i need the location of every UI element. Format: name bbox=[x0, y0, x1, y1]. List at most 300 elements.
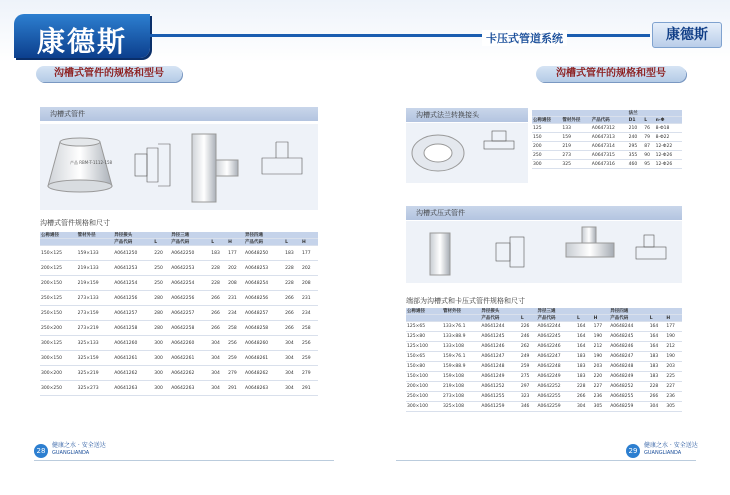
table-cell: A0648252 bbox=[609, 382, 648, 392]
table-subheader-row bbox=[532, 117, 682, 124]
table-header-cell: L bbox=[643, 117, 654, 124]
table-cell: 164 bbox=[576, 342, 593, 352]
table-cell: A0641252 bbox=[480, 382, 519, 392]
table-row bbox=[406, 352, 682, 362]
table-cell: 12-Φ26 bbox=[655, 160, 682, 169]
table-cell: 219 bbox=[561, 142, 590, 151]
table-row bbox=[532, 160, 682, 169]
table-header-cell: 产品代码 bbox=[609, 315, 648, 322]
table-header-cell: 产品代码 bbox=[244, 239, 284, 246]
table-cell: 12-Φ26 bbox=[655, 151, 682, 160]
table-cell: 200 bbox=[532, 142, 561, 151]
flange-illustration bbox=[406, 123, 528, 183]
right-section-title: 沟槽式管件的规格和型号 bbox=[536, 66, 686, 82]
table-cell: 305 bbox=[665, 402, 682, 412]
table-cell: 304 bbox=[284, 366, 301, 381]
table-cell: 12-Φ22 bbox=[655, 142, 682, 151]
table-cell: A0642257 bbox=[170, 306, 210, 321]
table-cell: 219×159 bbox=[77, 276, 114, 291]
table-cell: 228 bbox=[284, 276, 301, 291]
table-row bbox=[40, 246, 318, 261]
table-header-cell: 公称通径 bbox=[40, 232, 77, 239]
table-cell: 227 bbox=[665, 382, 682, 392]
table-cell: 258 bbox=[301, 321, 318, 336]
table-cell: A0648259 bbox=[609, 402, 648, 412]
table-cell: 200×125 bbox=[40, 261, 77, 276]
table-header-cell: H bbox=[227, 239, 244, 246]
brand-logo-right bbox=[652, 22, 722, 48]
table-cell: A0642254 bbox=[170, 276, 210, 291]
table-cell: 87 bbox=[643, 142, 654, 151]
table-cell: 200×150 bbox=[40, 276, 77, 291]
table-cell: 249 bbox=[520, 352, 537, 362]
table-cell: A0641255 bbox=[480, 392, 519, 402]
table-cell: 300 bbox=[153, 336, 170, 351]
right-table-caption: 端部为沟槽式和卡压式管件规格和尺寸 bbox=[406, 297, 525, 305]
table-cell: A0642249 bbox=[536, 372, 575, 382]
table-cell: 266 bbox=[210, 291, 227, 306]
table-header-cell: 异径四通 bbox=[244, 232, 318, 239]
right-image-band-1 bbox=[406, 123, 528, 183]
table-row bbox=[40, 321, 318, 336]
table-cell: A0648249 bbox=[609, 372, 648, 382]
table-cell: 133 bbox=[561, 124, 590, 133]
table-cell: 300 bbox=[153, 351, 170, 366]
table-row bbox=[40, 336, 318, 351]
table-row bbox=[532, 151, 682, 160]
table-cell: 273×108 bbox=[442, 392, 480, 402]
table-header-cell: L bbox=[576, 315, 593, 322]
table-cell: 273 bbox=[561, 151, 590, 160]
table-cell: A0641253 bbox=[113, 261, 153, 276]
table-cell: 159×133 bbox=[77, 246, 114, 261]
table-cell: 256 bbox=[227, 336, 244, 351]
left-sub-brand: GUANGLIANDA bbox=[52, 450, 90, 456]
table-header-cell: 公称通径 bbox=[532, 117, 561, 124]
table-header-cell: L bbox=[153, 239, 170, 246]
table-cell: A0642245 bbox=[536, 332, 575, 342]
table-cell: 150×65 bbox=[406, 352, 442, 362]
table-cell: 220 bbox=[153, 246, 170, 261]
table-cell: A0641260 bbox=[113, 336, 153, 351]
table-cell: A0641248 bbox=[480, 362, 519, 372]
table-header-cell: L bbox=[649, 315, 666, 322]
right-slogan: 健康之水 · 安全送达 bbox=[644, 442, 698, 449]
table-cell: 246 bbox=[520, 332, 537, 342]
table-cell: 258 bbox=[227, 321, 244, 336]
table-cell: 203 bbox=[593, 362, 610, 372]
header-line bbox=[150, 34, 650, 37]
table-cell: A0642262 bbox=[170, 366, 210, 381]
table-row bbox=[406, 402, 682, 412]
table-cell: 210 bbox=[628, 124, 644, 133]
table-cell: 183 bbox=[649, 352, 666, 362]
right-spec-table bbox=[406, 308, 682, 412]
table-cell: 280 bbox=[153, 321, 170, 336]
tee-drawing bbox=[262, 142, 302, 174]
table-cell: 325×159 bbox=[77, 351, 114, 366]
table-row bbox=[532, 133, 682, 142]
table-cell: A0648254 bbox=[244, 276, 284, 291]
table-header-cell: H bbox=[301, 239, 318, 246]
table-row bbox=[532, 142, 682, 151]
table-cell: 300×150 bbox=[40, 351, 77, 366]
table-cell: 300×200 bbox=[40, 366, 77, 381]
table-cell: A0642256 bbox=[170, 291, 210, 306]
table-cell: A0641244 bbox=[480, 322, 519, 332]
table-cell: 300×125 bbox=[40, 336, 77, 351]
table-cell: A0648258 bbox=[244, 321, 284, 336]
table-cell: 159×108 bbox=[442, 372, 480, 382]
table-row bbox=[40, 306, 318, 321]
reducer-fitting-image bbox=[48, 138, 113, 192]
right-page-number: 29 bbox=[626, 444, 640, 458]
table-cell: 150 bbox=[532, 133, 561, 142]
table-cell: A0642253 bbox=[170, 261, 210, 276]
table-cell: 323 bbox=[520, 392, 537, 402]
table-row bbox=[406, 342, 682, 352]
table-cell: A0642250 bbox=[170, 246, 210, 261]
table-cell: 300 bbox=[532, 160, 561, 169]
table-cell: 150×125 bbox=[40, 246, 77, 261]
table-cell: A0641259 bbox=[480, 402, 519, 412]
table-cell: A0642252 bbox=[536, 382, 575, 392]
table-cell: 76 bbox=[643, 124, 654, 133]
left-slogan: 健康之水 · 安全送达 bbox=[52, 442, 106, 449]
table-cell: 250×125 bbox=[40, 291, 77, 306]
table-cell: 150×80 bbox=[406, 362, 442, 372]
table-cell: A0641246 bbox=[480, 342, 519, 352]
table-cell: 300 bbox=[153, 381, 170, 396]
table-cell: 164 bbox=[649, 332, 666, 342]
right-sub-brand: GUANGLIANDA bbox=[644, 450, 682, 456]
table-cell: A0641249 bbox=[480, 372, 519, 382]
left-spec-table bbox=[40, 232, 318, 396]
table-row bbox=[40, 261, 318, 276]
table-cell: 183 bbox=[649, 362, 666, 372]
table-row bbox=[406, 392, 682, 402]
table-cell: 291 bbox=[301, 381, 318, 396]
table-cell: 266 bbox=[284, 321, 301, 336]
table-cell: A0642255 bbox=[536, 392, 575, 402]
table-cell: 212 bbox=[665, 342, 682, 352]
table-header-cell: D1 bbox=[628, 117, 644, 124]
table-cell: 177 bbox=[301, 246, 318, 261]
table-cell: 304 bbox=[210, 351, 227, 366]
table-cell: 300×250 bbox=[40, 381, 77, 396]
table-cell: 202 bbox=[301, 261, 318, 276]
table-cell: A0641256 bbox=[113, 291, 153, 306]
right-footer-line bbox=[396, 460, 696, 461]
table-cell: 266 bbox=[284, 306, 301, 321]
table-header-cell: 产品代码 bbox=[536, 315, 575, 322]
fitting-label: 产品 RBM-T-1112-158 bbox=[70, 160, 113, 165]
left-image-band bbox=[40, 124, 318, 210]
table-cell: A0648248 bbox=[609, 362, 648, 372]
table-cell: 297 bbox=[520, 382, 537, 392]
table-cell: 164 bbox=[649, 322, 666, 332]
table-cell: 177 bbox=[593, 322, 610, 332]
table-cell: 250 bbox=[153, 276, 170, 291]
table-cell: 266 bbox=[576, 392, 593, 402]
table-cell: A0647312 bbox=[591, 124, 628, 133]
table-cell: 183 bbox=[576, 362, 593, 372]
table-header-cell: L bbox=[520, 315, 537, 322]
table-cell: 133×88.9 bbox=[442, 332, 480, 342]
table-cell: 202 bbox=[227, 261, 244, 276]
table-header-cell: 异径接头 bbox=[480, 308, 536, 315]
table-cell: 280 bbox=[153, 306, 170, 321]
table-row bbox=[532, 124, 682, 133]
table-cell: 125×100 bbox=[406, 342, 442, 352]
table-cell: 133×108 bbox=[442, 342, 480, 352]
table-cell: 250 bbox=[532, 151, 561, 160]
table-subheader-row bbox=[406, 315, 682, 322]
table-cell: 234 bbox=[301, 306, 318, 321]
table-cell: 159×76.1 bbox=[442, 352, 480, 362]
table-cell: 190 bbox=[665, 352, 682, 362]
table-cell: 183 bbox=[576, 352, 593, 362]
table-row bbox=[406, 332, 682, 342]
table-cell: 250 bbox=[153, 261, 170, 276]
table-cell: 183 bbox=[576, 372, 593, 382]
left-product-bar: 沟槽式管件 bbox=[40, 107, 318, 121]
table-header-cell: 异径接头 bbox=[113, 232, 170, 239]
table-cell: 355 bbox=[628, 151, 644, 160]
table-cell: 325×133 bbox=[77, 336, 114, 351]
table-header-cell: 管材外径 bbox=[77, 232, 114, 239]
table-cell: 280 bbox=[153, 291, 170, 306]
table-cell: A0641250 bbox=[113, 246, 153, 261]
flange-table bbox=[532, 110, 682, 169]
table-row bbox=[40, 276, 318, 291]
table-cell: A0647313 bbox=[591, 133, 628, 142]
table-cell: A0642248 bbox=[536, 362, 575, 372]
table-cell: 266 bbox=[284, 291, 301, 306]
table-cell: 305 bbox=[593, 402, 610, 412]
table-cell: A0647315 bbox=[591, 151, 628, 160]
table-cell: A0648261 bbox=[244, 351, 284, 366]
table-cell: A0648255 bbox=[609, 392, 648, 402]
left-table-caption: 沟槽式管件规格和尺寸 bbox=[40, 219, 110, 227]
table-cell: A0641258 bbox=[113, 321, 153, 336]
table-cell: 234 bbox=[227, 306, 244, 321]
table-cell: A0642244 bbox=[536, 322, 575, 332]
table-cell: 183 bbox=[284, 246, 301, 261]
table-cell: 227 bbox=[593, 382, 610, 392]
table-header-cell: L bbox=[284, 239, 301, 246]
table-cell: 240 bbox=[628, 133, 644, 142]
table-cell: A0642260 bbox=[170, 336, 210, 351]
table-cell: 300×100 bbox=[406, 402, 442, 412]
right-image-band-2 bbox=[406, 221, 682, 283]
table-cell: 346 bbox=[520, 402, 537, 412]
table-cell: 259 bbox=[301, 351, 318, 366]
table-cell: 225 bbox=[665, 372, 682, 382]
table-cell: 228 bbox=[284, 261, 301, 276]
table-header-cell: 异径四通 bbox=[609, 308, 682, 315]
table-cell: 236 bbox=[593, 392, 610, 402]
table-header-cell bbox=[442, 315, 480, 322]
table-cell: 304 bbox=[210, 366, 227, 381]
table-cell: 228 bbox=[576, 382, 593, 392]
table-cell: 250×100 bbox=[406, 392, 442, 402]
table-cell: A0642246 bbox=[536, 342, 575, 352]
table-row bbox=[40, 291, 318, 306]
table-cell: 304 bbox=[210, 336, 227, 351]
table-cell: 183 bbox=[210, 246, 227, 261]
table-cell: 95 bbox=[643, 160, 654, 169]
table-cell: A0648263 bbox=[244, 381, 284, 396]
table-cell: A0642247 bbox=[536, 352, 575, 362]
table-header-cell: 管材外径 bbox=[442, 308, 480, 315]
table-cell: A0641263 bbox=[113, 381, 153, 396]
brand-logo-left bbox=[14, 14, 150, 58]
press-fittings-illustration bbox=[406, 221, 682, 283]
table-cell: 295 bbox=[628, 142, 644, 151]
left-section-title: 沟槽式管件的规格和型号 bbox=[36, 66, 182, 82]
table-cell: A0648257 bbox=[244, 306, 284, 321]
table-cell: 279 bbox=[227, 366, 244, 381]
table-cell: 259 bbox=[227, 351, 244, 366]
table-cell: 304 bbox=[284, 336, 301, 351]
table-cell: 159 bbox=[561, 133, 590, 142]
reducer-drawing bbox=[135, 144, 170, 186]
table-cell: 208 bbox=[227, 276, 244, 291]
table-cell: 208 bbox=[301, 276, 318, 291]
table-cell: 220 bbox=[593, 372, 610, 382]
table-cell: 304 bbox=[649, 402, 666, 412]
table-header-cell: H bbox=[593, 315, 610, 322]
table-row bbox=[40, 366, 318, 381]
table-header-cell: 产品代码 bbox=[113, 239, 153, 246]
table-row bbox=[40, 351, 318, 366]
table-cell: 279 bbox=[301, 366, 318, 381]
table-header-cell: 法兰 bbox=[628, 110, 682, 117]
table-cell: 177 bbox=[665, 322, 682, 332]
table-cell: A0642258 bbox=[170, 321, 210, 336]
table-cell: 203 bbox=[665, 362, 682, 372]
table-cell: 226 bbox=[520, 322, 537, 332]
table-cell: A0641261 bbox=[113, 351, 153, 366]
table-cell: 125 bbox=[532, 124, 561, 133]
table-cell: A0648250 bbox=[244, 246, 284, 261]
table-cell: 190 bbox=[593, 352, 610, 362]
table-cell: A0648253 bbox=[244, 261, 284, 276]
table-cell: 325×219 bbox=[77, 366, 114, 381]
table-cell: 304 bbox=[210, 381, 227, 396]
table-row bbox=[406, 382, 682, 392]
table-cell: 325 bbox=[561, 160, 590, 169]
table-header-cell: n-Φ bbox=[655, 117, 682, 124]
table-cell: 236 bbox=[665, 392, 682, 402]
table-cell: A0647316 bbox=[591, 160, 628, 169]
table-header-cell: H bbox=[665, 315, 682, 322]
table-cell: 8-Φ22 bbox=[655, 133, 682, 142]
table-header-cell: 产品代码 bbox=[170, 239, 210, 246]
table-cell: A0642259 bbox=[536, 402, 575, 412]
table-cell: 275 bbox=[520, 372, 537, 382]
table-cell: A0641262 bbox=[113, 366, 153, 381]
table-cell: 8-Φ18 bbox=[655, 124, 682, 133]
brand-name-right: 康德斯 bbox=[666, 27, 708, 43]
table-cell: 133×76.1 bbox=[442, 322, 480, 332]
table-cell: 164 bbox=[649, 342, 666, 352]
table-cell: 200×100 bbox=[406, 382, 442, 392]
table-cell: 79 bbox=[643, 133, 654, 142]
table-cell: 212 bbox=[593, 342, 610, 352]
table-cell: A0648244 bbox=[609, 322, 648, 332]
table-cell: 304 bbox=[284, 351, 301, 366]
table-cell: 300 bbox=[153, 366, 170, 381]
table-header-cell: 产品代码 bbox=[480, 315, 519, 322]
table-cell: 273×219 bbox=[77, 321, 114, 336]
table-cell: 266 bbox=[210, 321, 227, 336]
table-row bbox=[40, 381, 318, 396]
table-cell: 304 bbox=[576, 402, 593, 412]
table-cell: 291 bbox=[227, 381, 244, 396]
table-cell: 90 bbox=[643, 151, 654, 160]
table-cell: A0642261 bbox=[170, 351, 210, 366]
table-cell: A0642263 bbox=[170, 381, 210, 396]
table-cell: 164 bbox=[576, 322, 593, 332]
table-cell: 250×200 bbox=[40, 321, 77, 336]
table-cell: A0648247 bbox=[609, 352, 648, 362]
tee-fitting-image bbox=[192, 134, 238, 202]
table-cell: 273×133 bbox=[77, 291, 114, 306]
table-cell: 219×133 bbox=[77, 261, 114, 276]
table-header-cell: 公称通径 bbox=[406, 308, 442, 315]
table-cell: 256 bbox=[301, 336, 318, 351]
table-header-cell: 产品代码 bbox=[591, 117, 628, 124]
table-header-cell: 管材外径 bbox=[561, 117, 590, 124]
table-header-cell bbox=[77, 239, 114, 246]
table-cell: 273×159 bbox=[77, 306, 114, 321]
table-cell: 219×108 bbox=[442, 382, 480, 392]
table-cell: A0647314 bbox=[591, 142, 628, 151]
table-cell: 266 bbox=[210, 306, 227, 321]
table-cell: A0648256 bbox=[244, 291, 284, 306]
table-row bbox=[406, 372, 682, 382]
table-cell: 304 bbox=[284, 381, 301, 396]
table-cell: 190 bbox=[593, 332, 610, 342]
table-row bbox=[406, 322, 682, 332]
right-product-bar-1: 沟槽式法兰转换接头 bbox=[406, 108, 528, 122]
table-cell: A0648262 bbox=[244, 366, 284, 381]
table-cell: A0641247 bbox=[480, 352, 519, 362]
left-page-number: 28 bbox=[34, 444, 48, 458]
system-title: 卡压式管道系统 bbox=[482, 30, 567, 46]
table-cell: A0641254 bbox=[113, 276, 153, 291]
table-cell: 183 bbox=[649, 372, 666, 382]
table-cell: 325×108 bbox=[442, 402, 480, 412]
table-cell: A0648246 bbox=[609, 342, 648, 352]
table-header-cell bbox=[406, 315, 442, 322]
right-product-bar-2: 沟槽式压式管件 bbox=[406, 206, 682, 220]
table-cell: A0648245 bbox=[609, 332, 648, 342]
table-cell: 259 bbox=[520, 362, 537, 372]
table-subheader-row bbox=[40, 239, 318, 246]
table-cell: 159×88.9 bbox=[442, 362, 480, 372]
table-header-cell: L bbox=[210, 239, 227, 246]
table-cell: 250×150 bbox=[40, 306, 77, 321]
table-cell: 190 bbox=[665, 332, 682, 342]
table-cell: 460 bbox=[628, 160, 644, 169]
fittings-illustration bbox=[40, 124, 318, 210]
brand-name: 康德斯 bbox=[36, 25, 127, 58]
table-header-cell bbox=[40, 239, 77, 246]
table-cell: 125×65 bbox=[406, 322, 442, 332]
